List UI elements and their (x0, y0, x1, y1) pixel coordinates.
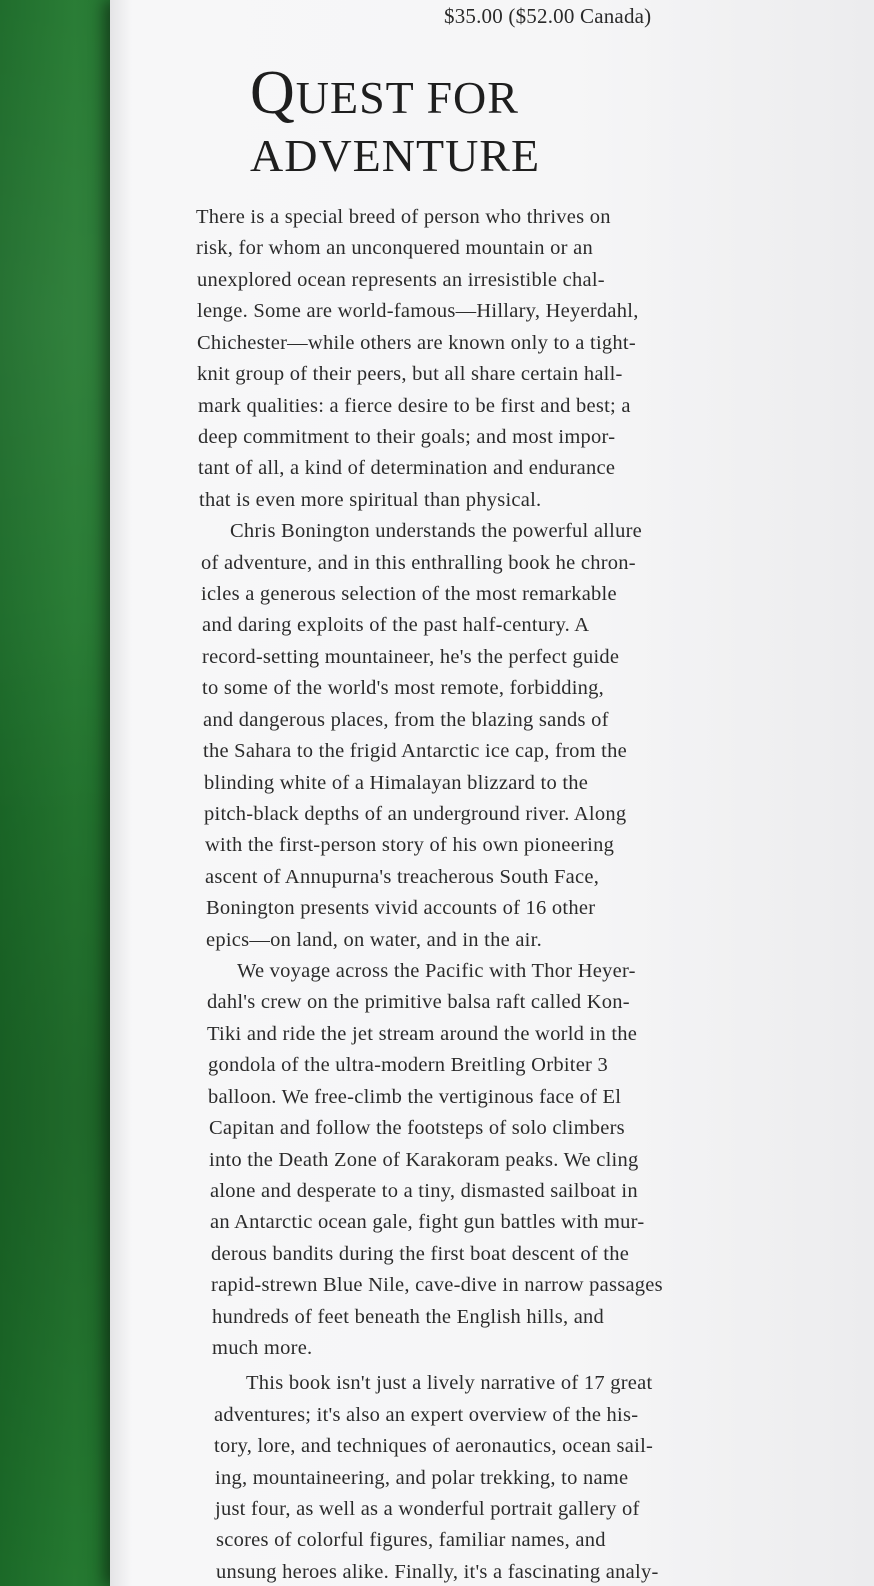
copy-line: alone and desperate to a tiny, dismasted sailboat in (210, 1180, 638, 1202)
copy-line: and dangerous places, from the blazing sands of (203, 709, 609, 731)
copy-line: lenge. Some are world-famous—Hillary, Heyerdahl, (197, 300, 639, 322)
copy-line: ascent of Annupurna's treacherous South Face, (205, 866, 600, 888)
copy-line: record-setting mountaineer, he's the perfect guide (202, 646, 620, 668)
copy-line: deep commitment to their goals; and most impor- (198, 426, 616, 448)
copy-line: icles a generous selection of the most remarkable (201, 583, 617, 605)
copy-line: into the Death Zone of Karakoram peaks. We cling (209, 1149, 639, 1171)
copy-line: Capitan and follow the footsteps of solo climbers (209, 1117, 625, 1139)
copy-line: gondola of the ultra-modern Breitling Orbiter 3 (208, 1054, 609, 1076)
copy-line: unsung heroes alike. Finally, it's a fascinating analy- (216, 1561, 659, 1583)
copy-line: rapid-strewn Blue Nile, cave-dive in narrow passages (211, 1274, 663, 1296)
copy-line: Chichester—while others are known only to a tight- (197, 332, 636, 354)
copy-line: scores of colorful figures, familiar names, and (216, 1529, 606, 1551)
copy-line: blinding white of a Himalayan blizzard to the (204, 772, 589, 794)
copy-line: Bonington presents vivid accounts of 16 other (206, 897, 596, 919)
title-line-1-rest: UEST FOR (295, 72, 519, 123)
copy-line: dahl's crew on the primitive balsa raft called Kon- (207, 991, 630, 1013)
copy-line: the Sahara to the frigid Antarctic ice cap, from the (203, 740, 627, 762)
copy-line: knit group of their peers, but all share certain hall- (197, 363, 623, 385)
copy-line: with the first-person story of his own pioneering (205, 834, 615, 856)
copy-line: hundreds of feet beneath the English hills, and (212, 1306, 605, 1328)
copy-line: pitch-black depths of an underground river. Along (204, 803, 627, 825)
title-initial: Q (250, 59, 296, 127)
copy-line: epics—on land, on water, and in the air. (206, 929, 542, 951)
copy-line: and daring exploits of the past half-century. A (202, 614, 590, 636)
title-line-2: ADVENTURE (250, 130, 541, 181)
copy-line: just four, as well as a wonderful portrait gallery of (215, 1498, 640, 1520)
copy-line: of adventure, and in this enthralling book he chron- (201, 552, 636, 574)
copy-line: to some of the world's most remote, forbidding, (202, 677, 605, 699)
copy-line: There is a special breed of person who thrives on (196, 206, 611, 228)
copy-line: Tiki and ride the jet stream around the world in the (207, 1023, 638, 1045)
copy-line: This book isn't just a lively narrative of 17 great (246, 1372, 653, 1394)
copy-line: much more. (212, 1337, 313, 1359)
copy-line: ing, mountaineering, and polar trekking, to name (215, 1467, 629, 1489)
copy-line: We voyage across the Pacific with Thor Heyer- (237, 960, 636, 982)
copy-line: tant of all, a kind of determination and endurance (198, 457, 616, 479)
copy-line: risk, for whom an unconquered mountain or an (196, 237, 593, 259)
copy-line: tory, lore, and techniques of aeronautics, ocean sail- (214, 1435, 654, 1457)
copy-line: adventures; it's also an expert overview of the his- (214, 1404, 639, 1426)
copy-line: balloon. We free-climb the vertiginous face of El (208, 1086, 622, 1108)
copy-line: that is even more spiritual than physical. (199, 489, 542, 511)
price-label: $35.00 ($52.00 Canada) (444, 4, 652, 28)
copy-line: mark qualities: a fierce desire to be first and best; a (198, 395, 631, 417)
copy-line: derous bandits during the first boat descent of the (211, 1243, 630, 1265)
copy-line: unexplored ocean represents an irresistible chal- (197, 269, 605, 291)
copy-line: an Antarctic ocean gale, fight gun battles with mur- (210, 1211, 645, 1233)
copy-line: Chris Bonington understands the powerful allure (230, 520, 643, 542)
